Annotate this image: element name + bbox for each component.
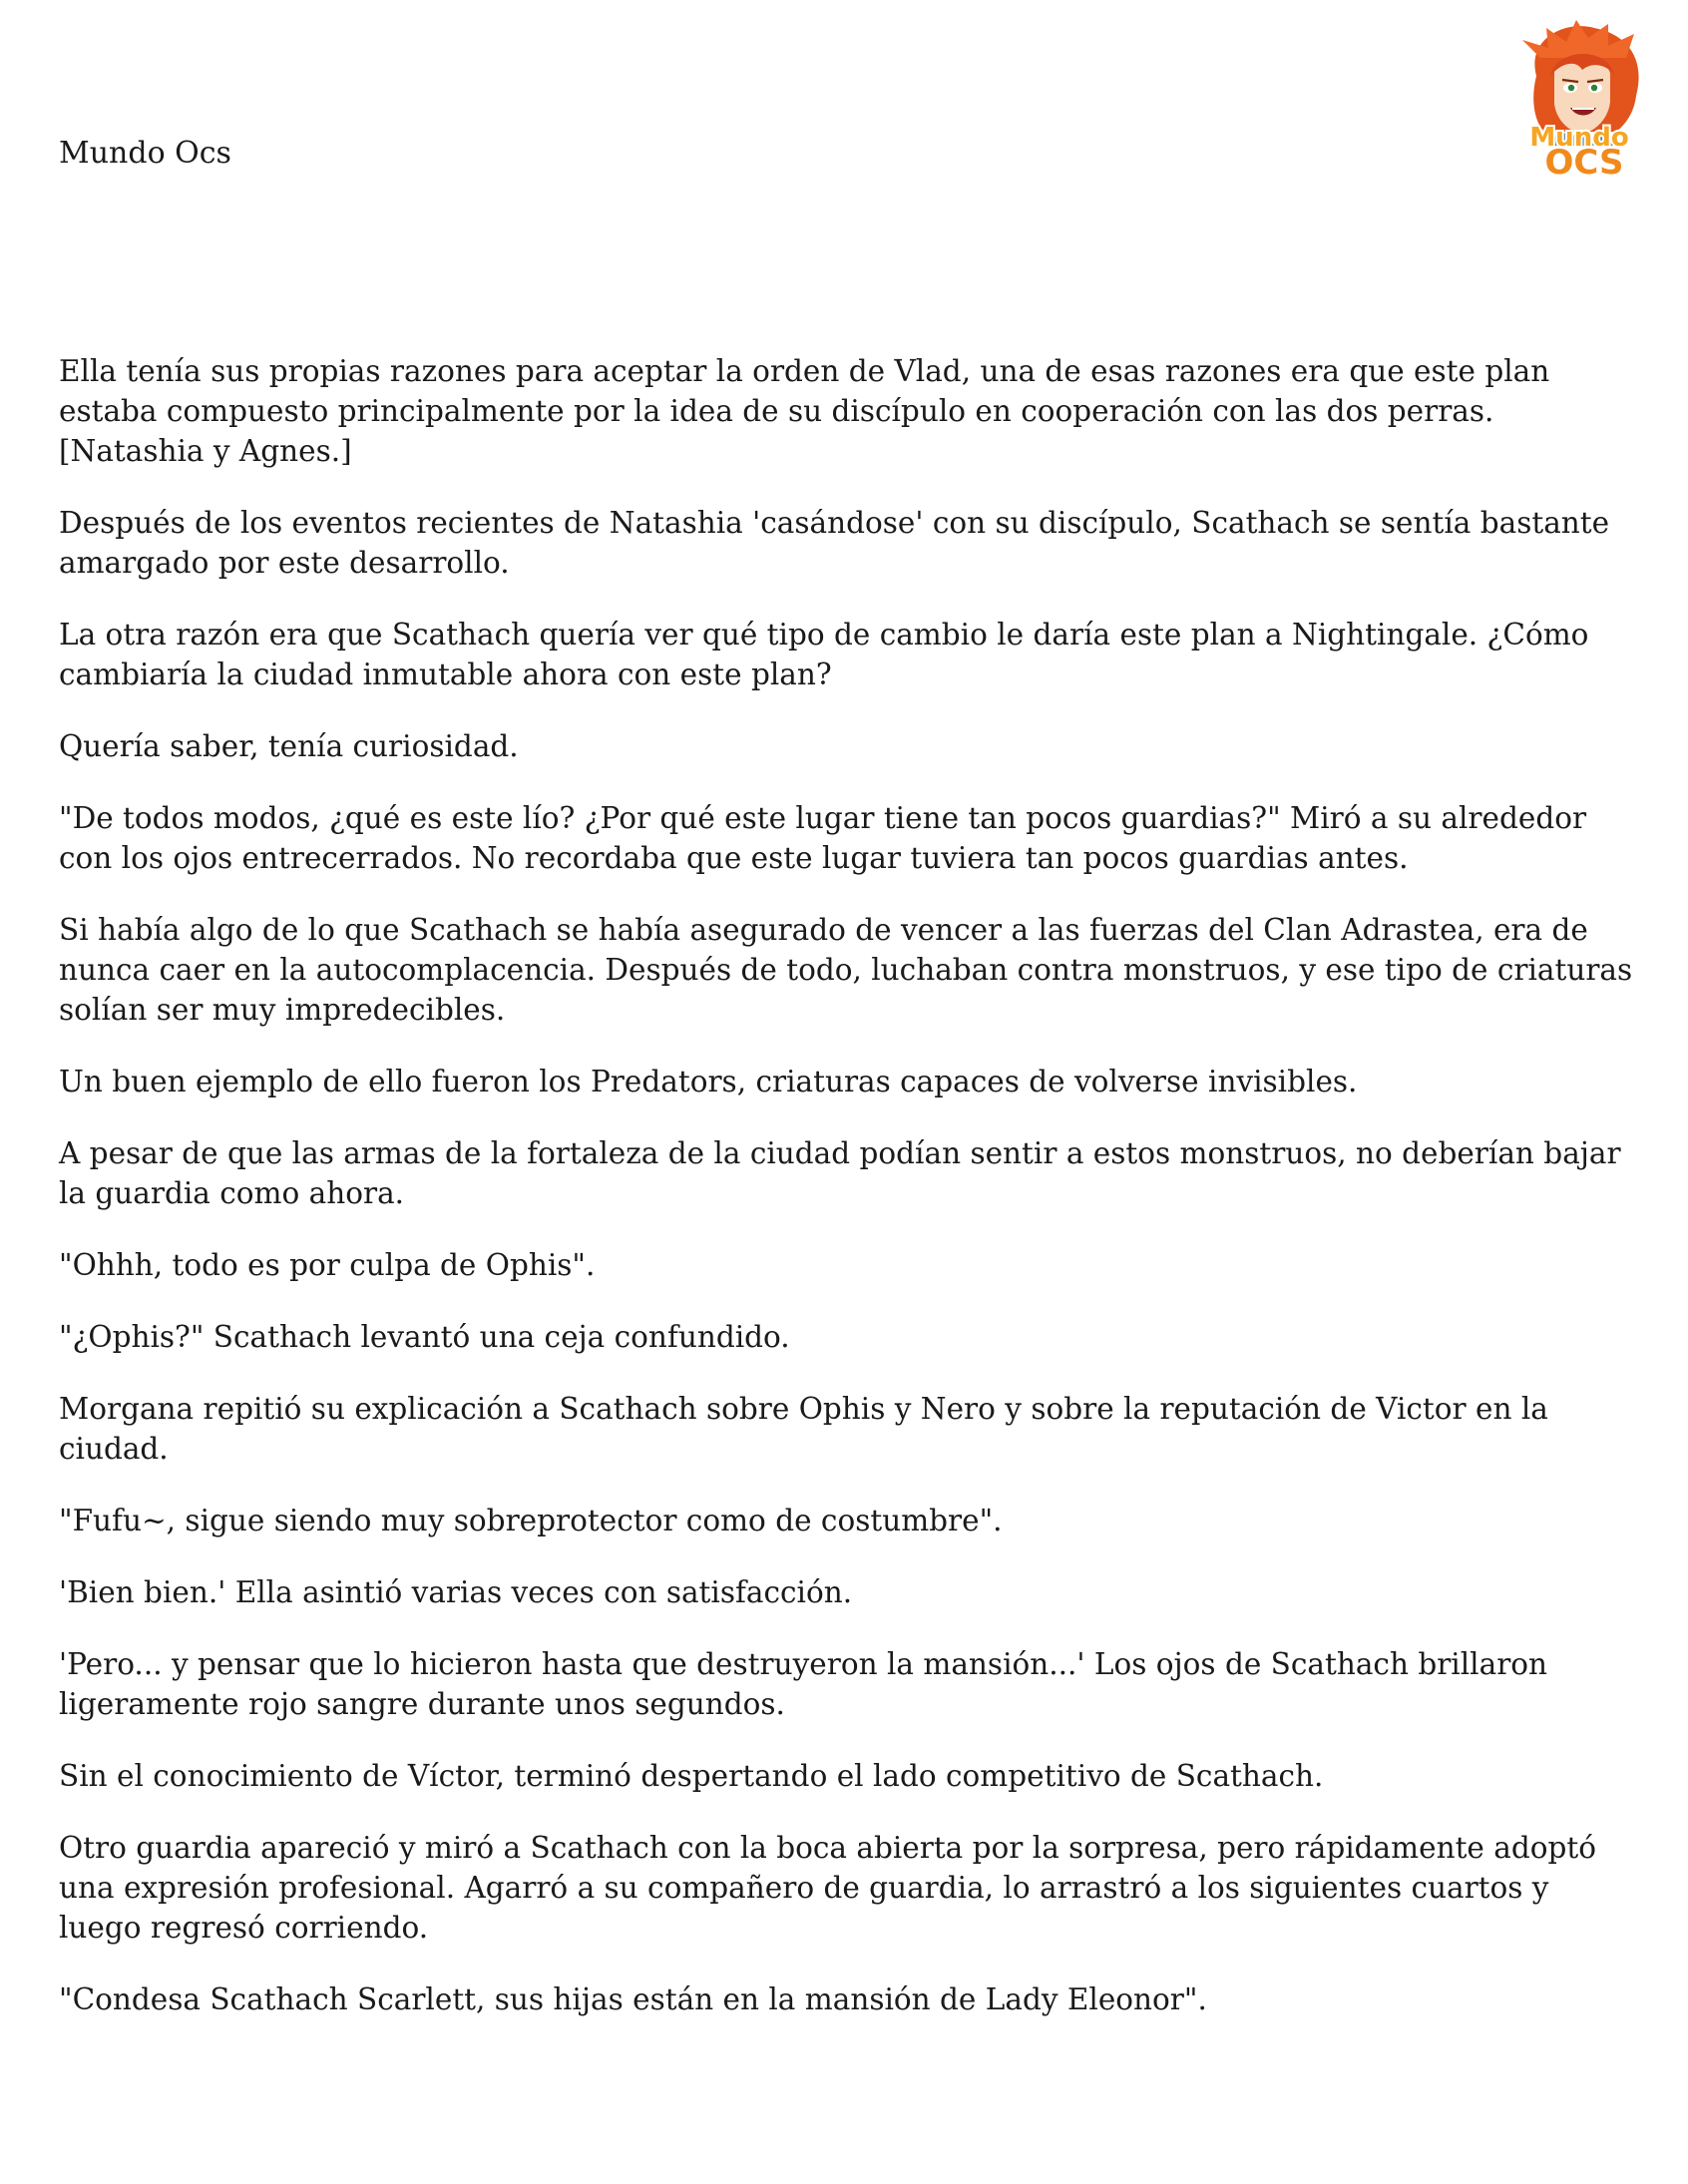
paragraph: 'Pero... y pensar que lo hicieron hasta que destruyeron la mansión...' Los ojos de Scathach brillaron ligeramente rojo sangre durante unos segundos. [59,1647,1548,1721]
paragraph: "De todos modos, ¿qué es este lío? ¿Por qué este lugar tiene tan pocos guardias?" Miró a su alrededor con los ojos entrecerrados. No recordaba que este lugar tuviera tan pocos guardias antes. [59,801,1587,875]
paragraph: Si había algo de lo que Scathach se había asegurado de vencer a las fuerzas del Clan Adrastea, era de nunca caer en la autocomplacencia. Después de todo, luchaban contra monstruos, y ese tipo de criaturas solían ser muy impredecibles. [59,913,1633,1027]
paragraph: La otra razón era que Scathach quería ver qué tipo de cambio le daría este plan a Nightingale. ¿Cómo cambiaría la ciudad inmutable ahora con este plan? [59,618,1589,691]
paragraph: "Fufu~, sigue siendo muy sobreprotector como de costumbre". [59,1504,1003,1537]
mundo-ocs-logo [1496,18,1662,182]
paragraph: "Condesa Scathach Scarlett, sus hijas están en la mansión de Lady Eleonor". [59,1982,1207,2016]
paragraph: A pesar de que las armas de la fortaleza de la ciudad podían sentir a estos monstruos, no deberían bajar la guardia como ahora. [59,1136,1621,1210]
paragraph: Después de los eventos recientes de Natashia 'casándose' con su discípulo, Scathach se sentía bastante amargado por este desarrollo. [59,506,1610,580]
header-title: Mundo Ocs [59,136,231,171]
paragraph: "¿Ophis?" Scathach levantó una ceja confundido. [59,1320,790,1354]
paragraph: Quería saber, tenía curiosidad. [59,729,519,763]
logo-text-top: Mundo [1529,123,1629,153]
paragraph: Ella tenía sus propias razones para aceptar la orden de Vlad, una de esas razones era que este plan estaba compuesto principalmente por la idea de su discípulo en cooperación con las dos perras. [Natashia y Agnes.] [59,354,1550,468]
paragraph: Morgana repitió su explicación a Scathach sobre Ophis y Nero y sobre la reputación de Victor en la ciudad. [59,1392,1548,1466]
paragraph: Un buen ejemplo de ello fueron los Predators, criaturas capaces de volverse invisibles. [59,1065,1358,1098]
body-text [59,351,1635,2051]
paragraph: Otro guardia apareció y miró a Scathach con la boca abierta por la sorpresa, pero rápidamente adoptó una expresión profesional. Agarró a su compañero de guardia, lo arrastró a los siguientes cuartos y luego regresó corriendo. [59,1831,1597,1945]
paragraph: "Ohhh, todo es por culpa de Ophis". [59,1248,596,1282]
paragraph: Sin el conocimiento de Víctor, terminó despertando el lado competitivo de Scathach. [59,1759,1324,1793]
paragraph: 'Bien bien.' Ella asintió varias veces con satisfacción. [59,1575,853,1609]
logo-text-bottom: OCS [1544,143,1624,182]
